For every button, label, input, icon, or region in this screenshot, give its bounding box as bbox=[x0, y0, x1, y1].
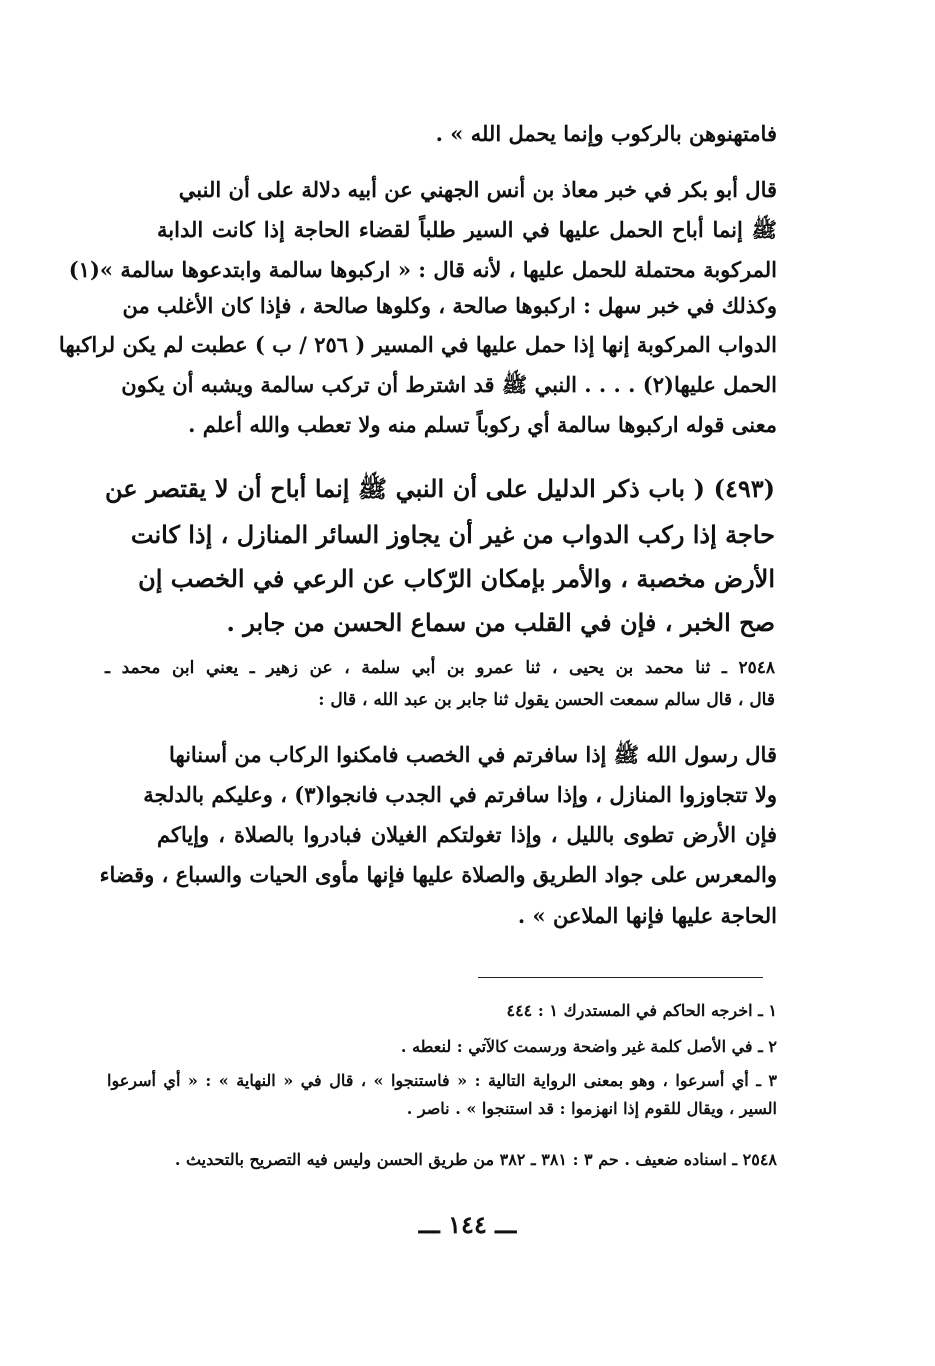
page-number: ـــ ١٤٤ ـــ bbox=[418, 1210, 517, 1239]
footnote-2: ٢ ـ في الأصل كلمة غير واضحة ورسمت كالآتي : لنعطه . bbox=[400, 1037, 777, 1056]
commentary-line: الدواب المركوبة إنها إذا حمل عليها في المسير ( ٢٥٦ / ب ) عطبت لم يكن لراكبها bbox=[58, 332, 777, 357]
hadith-line: فإن الأرض تطوى بالليل ، وإذا تغولتكم الغيلان فبادروا بالصلاة ، وإياكم bbox=[157, 822, 777, 847]
isnad-line: ٢٥٤٨ ـ ثنا محمد بن يحيى ، ثنا عمرو بن أبي سلمة ، عن زهير ـ يعني ابن محمد ـ bbox=[105, 658, 775, 678]
hadith-line: الحاجة عليها فإنها الملاعن » . bbox=[517, 903, 777, 928]
chapter-heading-line: (٤٩٣) ( باب ذكر الدليل على أن النبي ﷺ إنما أباح أن لا يقتصر عن bbox=[105, 474, 775, 503]
commentary-line: الحمل عليها(٢) . . . . النبي ﷺ قد اشترط أن تركب سالمة ويشبه أن يكون bbox=[121, 372, 777, 397]
hadith-line: والمعرس على جواد الطريق والصلاة عليها فإنها مأوى الحيات والسباع ، وقضاء bbox=[99, 862, 777, 887]
commentary-line: معنى قوله اركبوها سالمة أي ركوباً تسلم منه ولا تعطب والله أعلم . bbox=[188, 412, 777, 437]
commentary-line: وكذلك في خبر سهل : اركبوها صالحة ، وكلوها صالحة ، فإذا كان الأغلب من bbox=[122, 293, 777, 318]
chapter-heading-line: حاجة إذا ركب الدواب من غير أن يجاوز السائر المنازل ، إذا كانت bbox=[130, 520, 775, 549]
commentary-line: قال أبو بكر في خبر معاذ بن أنس الجهني عن أبيه دلالة على أن النبي bbox=[178, 177, 777, 202]
footnote-3: ٣ ـ أي أسرعوا ، وهو بمعنى الرواية التالية : « فاستنجوا » ، قال في « النهاية » : « أي أسرعوا bbox=[107, 1071, 777, 1090]
chapter-heading-line: صح الخبر ، فإن في القلب من سماع الحسن من جابر . bbox=[226, 608, 775, 637]
commentary-line: المركوبة محتملة للحمل عليها ، لأنه قال : « اركبوها سالمة وابتدعوها سالمة »(١) bbox=[68, 257, 777, 282]
hadith-line: قال رسول الله ﷺ إذا سافرتم في الخصب فامكنوا الركاب من أسنانها bbox=[168, 742, 777, 767]
commentary-line: ﷺ إنما أباح الحمل عليها في السير طلباً لقضاء الحاجة إذا كانت الدابة bbox=[157, 217, 777, 242]
grading-note: ٢٥٤٨ ـ اسناده ضعيف . حم ٣ : ٣٨١ ـ ٣٨٢ من طريق الحسن وليس فيه التصريح بالتحديث . bbox=[174, 1150, 777, 1169]
footnote-separator bbox=[478, 977, 763, 978]
chapter-heading-line: الأرض مخصبة ، والأمر بإمكان الرّكاب عن الرعي في الخصب إن bbox=[138, 564, 775, 593]
isnad-line: قال ، قال سالم سمعت الحسن يقول ثنا جابر بن عبد الله ، قال : bbox=[318, 690, 775, 710]
continuation-line: فامتهنوهن بالركوب وإنما يحمل الله » . bbox=[435, 121, 777, 146]
footnote-1: ١ ـ اخرجه الحاكم في المستدرك ١ : ٤٤٤ bbox=[506, 1001, 777, 1020]
footnote-3-continuation: السير ، ويقال للقوم إذا انهزموا : قد استنجوا » . ناصر . bbox=[406, 1099, 777, 1118]
hadith-line: ولا تتجاوزوا المنازل ، وإذا سافرتم في الجدب فانجوا(٣) ، وعليكم بالدلجة bbox=[143, 782, 777, 807]
